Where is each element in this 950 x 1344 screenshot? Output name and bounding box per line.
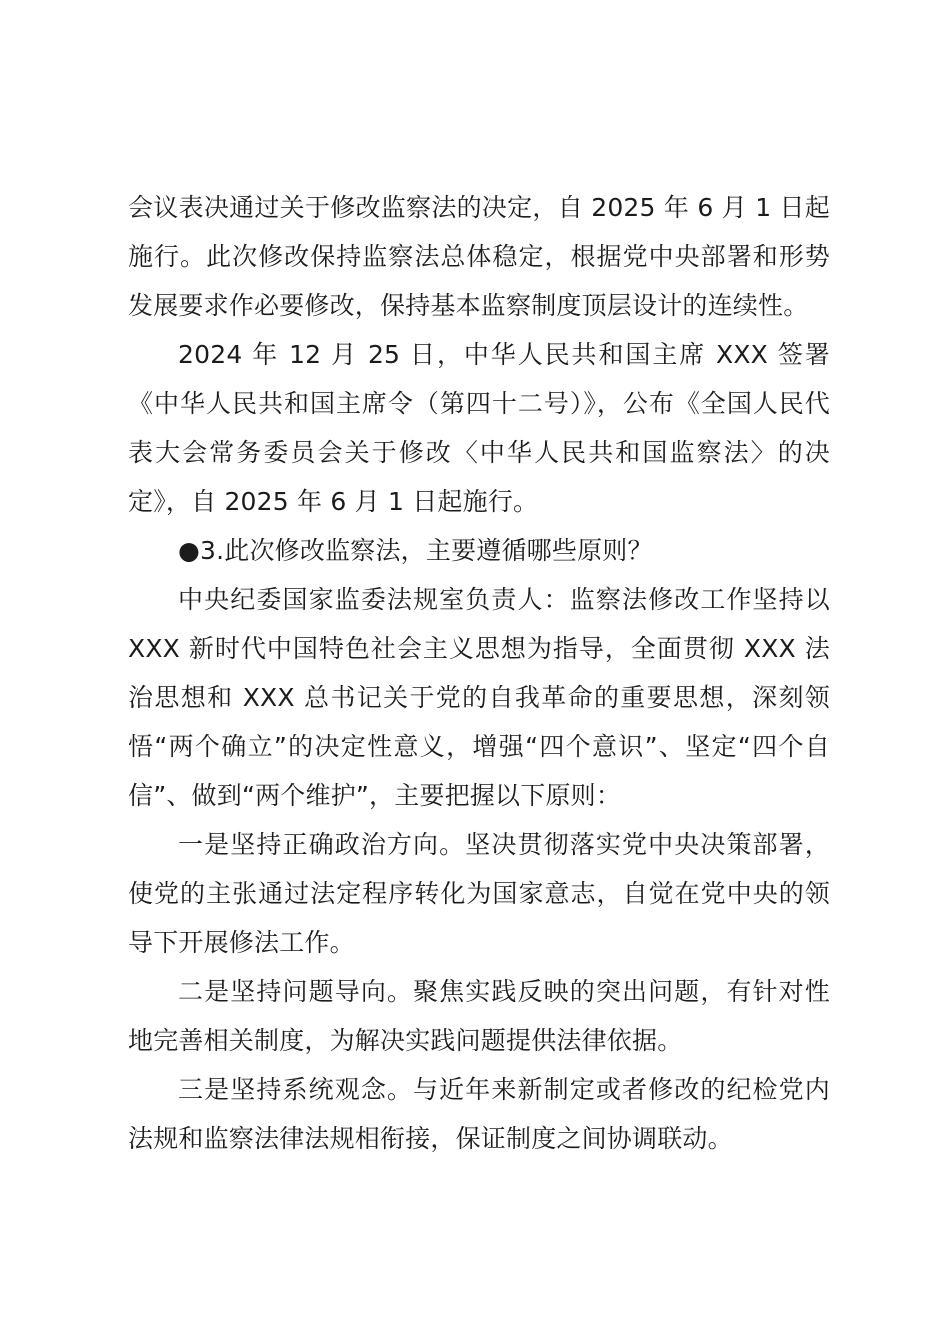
paragraph-implementation-date: 会议表决通过关于修改监察法的决定，自 2025 年 6 月 1 日起施行。此次修改保持监察法总体稳定，根据党中央部署和形势发展要求作必要修改，保持基本监察制度顶层设计的连续性。 [128,193,830,320]
paragraph-principle-one: 一是坚持正确政治方向。坚决贯彻落实党中央决策部署，使党的主张通过法定程序转化为国家意志，自觉在党中央的领导下开展修法工作。 [128,830,830,957]
question-heading-principles: ●3.此次修改监察法，主要遵循哪些原则？ [178,536,653,565]
paragraph-answer-intro: 中央纪委国家监委法规室负责人：监察法修改工作坚持以 XXX 新时代中国特色社会主义思想为指导，全面贯彻 XXX 法治思想和 XXX 总书记关于党的自我革命的重要思想，深刻领悟“两个确立”的决定性意义，增强“四个意识”、坚定“四个自信”、做到“两个维护”，主要把握以下原则： [128,585,830,810]
paragraph-principle-three: 三是坚持系统观念。与近年来新制定或者修改的纪检党内法规和监察法律法规相衔接，保证制度之间协调联动。 [128,1075,830,1153]
paragraph-principle-two: 二是坚持问题导向。聚焦实践反映的突出问题，有针对性地完善相关制度，为解决实践问题提供法律依据。 [128,977,830,1055]
paragraph-presidential-order: 2024 年 12 月 25 日，中华人民共和国主席 XXX 签署《中华人民共和国主席令（第四十二号）》，公布《全国人民代表大会常务委员会关于修改〈中华人民共和国监察法〉的决定》，自 2025 年 6 月 1 日起施行。 [128,340,830,516]
